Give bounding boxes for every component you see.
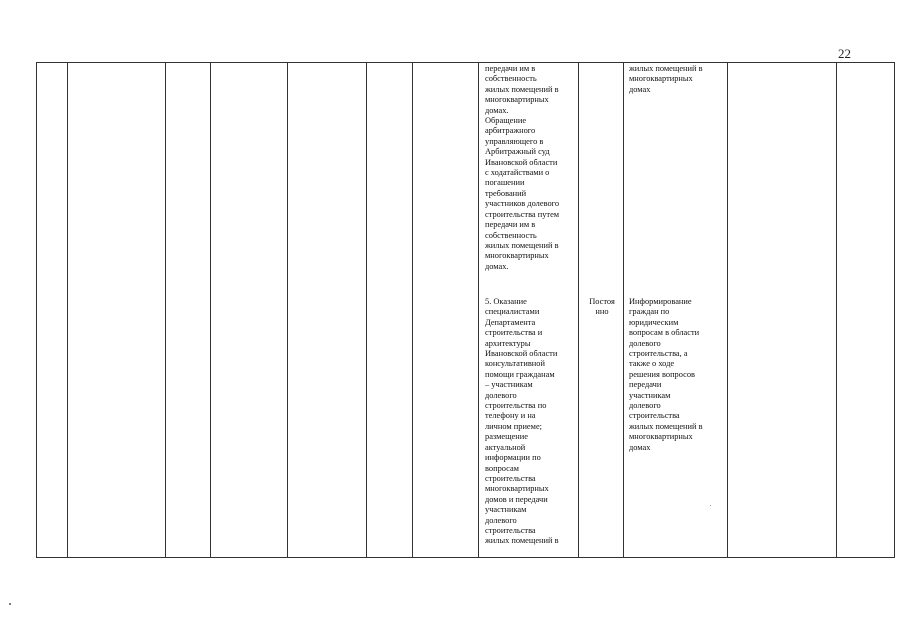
scan-speck <box>9 603 11 605</box>
column-divider <box>578 63 579 557</box>
measures-item-5-text: 5. Оказание специалистами Департамента строительства и архитектуры Ивановской области консультативной помощи гражданам – участникам долевого строительства по телефону и на личном приеме; размещение актуальной информации по вопросам строительства многоквартирных домов и передачи участникам долевого строительства жилых помещений в <box>485 297 559 546</box>
result-continuation-text: жилых помещений в многоквартирных домах <box>629 64 703 94</box>
column-divider <box>210 63 211 557</box>
column-divider <box>287 63 288 557</box>
term-item-5-text: Постоя нно <box>589 297 615 317</box>
result-item-5-text: Информирование граждан по юридическим вопросам в области долевого строительства, а также о ходе решения вопросов передачи участникам долевого строительства жилых помещений в многоквартирных домах <box>629 297 703 452</box>
column-divider <box>67 63 68 557</box>
column-divider <box>623 63 624 557</box>
column-divider <box>836 63 837 557</box>
document-table <box>36 62 895 558</box>
column-divider <box>165 63 166 557</box>
column-divider <box>478 63 479 557</box>
column-divider <box>366 63 367 557</box>
measures-continuation-text: передачи им в собственность жилых помещений в многоквартирных домах. Обращение арбитражного управляющего в Арбитражный суд Ивановской области с ходатайствами о погашении требований участников долевого строительства путем передачи им в собственность жилых помещений в многоквартирных домах. <box>485 64 560 271</box>
column-divider <box>727 63 728 557</box>
page-number: 22 <box>838 46 851 61</box>
scan-speck <box>710 505 711 506</box>
column-divider <box>412 63 413 557</box>
